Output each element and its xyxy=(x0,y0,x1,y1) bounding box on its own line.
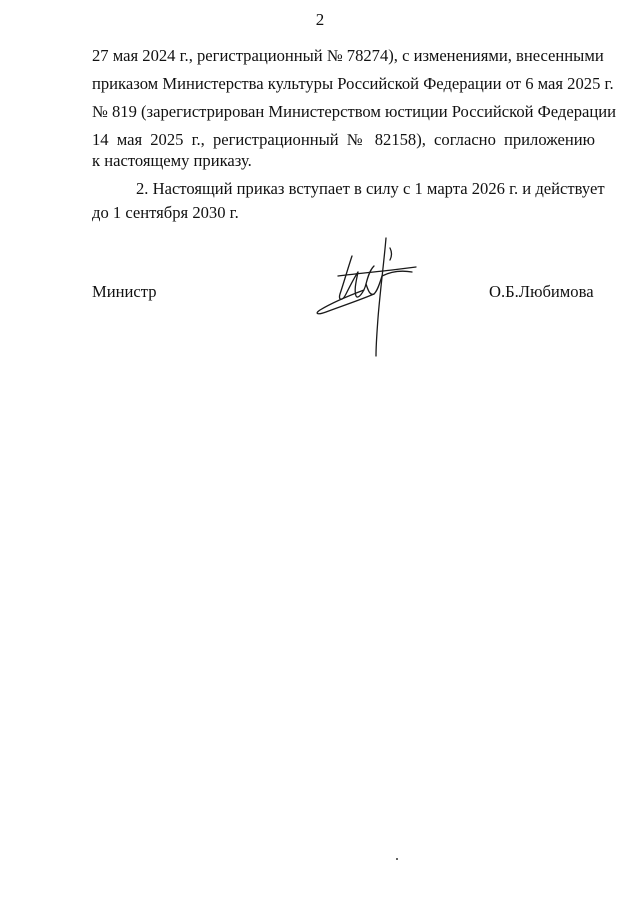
body-line: 14 мая 2025 г., регистрационный № 82158), согласно приложению xyxy=(92,130,595,149)
signatory-name: О.Б.Любимова xyxy=(489,282,594,301)
signatory-title: Министр xyxy=(92,282,157,301)
handwritten-signature xyxy=(308,232,426,360)
page-number: 2 xyxy=(315,10,325,29)
body-line: к настоящему приказу. xyxy=(92,151,252,170)
body-line: № 819 (зарегистрирован Министерством юстиции Российской Федерации xyxy=(92,102,617,121)
body-line: приказом Министерства культуры Российской Федерации от 6 мая 2025 г. xyxy=(92,74,614,93)
paragraph-2-line: 2. Настоящий приказ вступает в силу с 1 марта 2026 г. и действует xyxy=(136,179,605,198)
paragraph-2-line: до 1 сентября 2030 г. xyxy=(92,203,239,222)
scan-speck xyxy=(396,858,398,860)
body-line: 27 мая 2024 г., регистрационный № 78274), с изменениями, внесенными xyxy=(92,46,604,65)
